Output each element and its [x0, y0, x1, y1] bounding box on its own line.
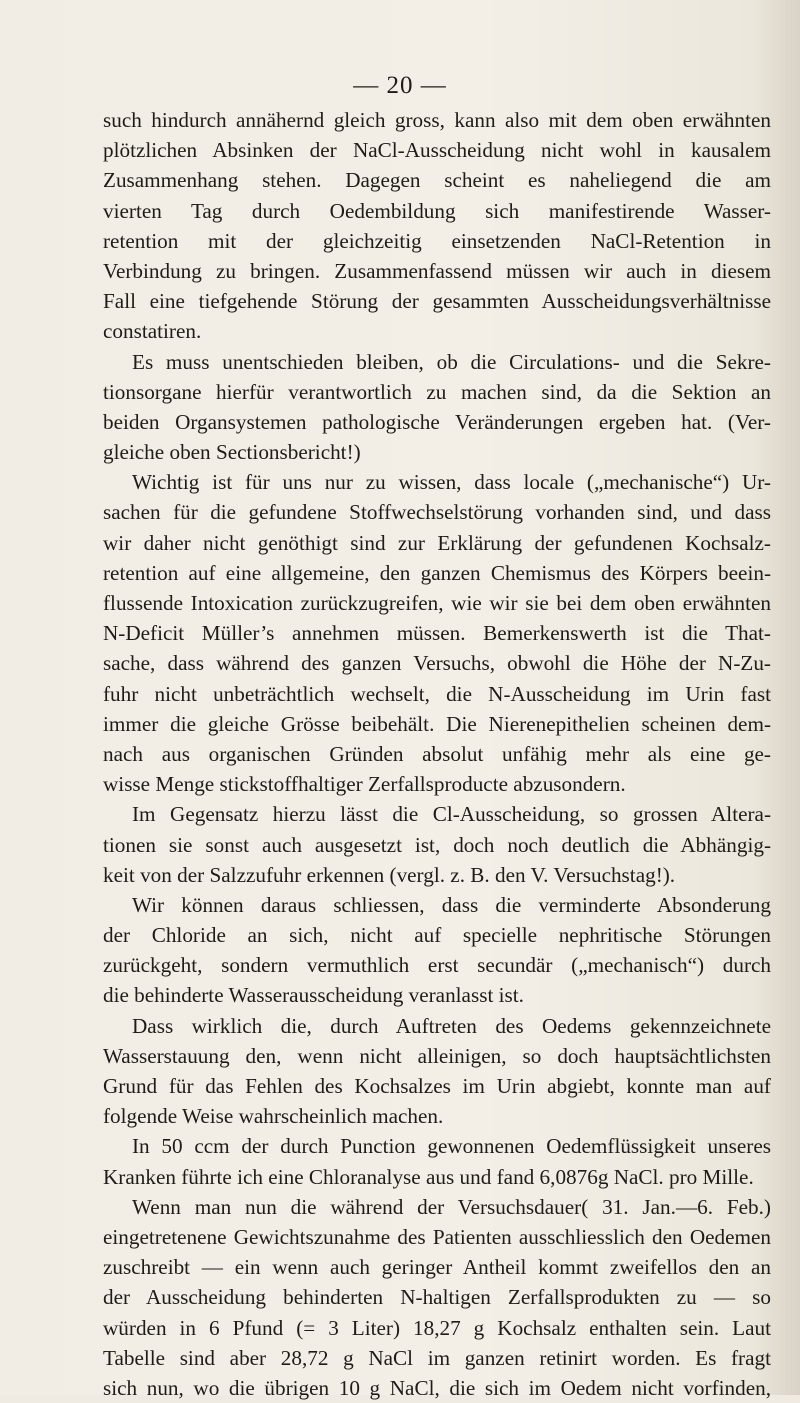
text-line: beiden Organsystemen pathologische Veränderungen ergeben hat. (Ver-	[103, 409, 771, 434]
text-line: Wichtig ist für uns nur zu wissen, dass locale („mechanische“) Ur-	[132, 470, 771, 495]
text-line: wisse Menge stickstoffhaltiger Zerfallsproducte abzusondern.	[103, 772, 626, 797]
text-line: N-Deficit Müller’s annehmen müssen. Bemerkenswerth ist die That-	[103, 621, 771, 646]
text-line: eingetretenene Gewichtszunahme des Patienten ausschliesslich den Oedemen	[103, 1224, 771, 1249]
text-line: wir daher nicht genöthigt sind zur Erklärung der gefundenen Kochsalz-	[103, 530, 771, 555]
text-line: Wir können daraus schliessen, dass die verminderte Absonderung	[132, 892, 771, 917]
text-line: der Chloride an sich, nicht auf specielle nephritische Störungen	[103, 923, 771, 948]
text-line: sich nun, wo die übrigen 10 g NaCl, die sich im Oedem nicht vorfinden,	[103, 1375, 771, 1400]
body-text	[103, 105, 771, 1403]
text-line: Wasserstauung den, wenn nicht alleinigen, so doch hauptsächtlichsten	[103, 1043, 771, 1068]
text-line: Grund für das Fehlen des Kochsalzes im Urin abgiebt, konnte man auf	[103, 1074, 771, 1098]
text-line: gleiche oben Sectionsbericht!)	[103, 440, 361, 465]
text-line: würden in 6 Pfund (= 3 Liter) 18,27 g Kochsalz enthalten sein. Laut	[103, 1315, 771, 1340]
text-line: constatiren.	[103, 319, 202, 344]
text-line: In 50 ccm der durch Punction gewonnenen Oedemflüssigkeit unseres	[132, 1134, 771, 1159]
text-line: Es muss unentschieden bleiben, ob die Circulations- und die Sekre-	[132, 349, 771, 374]
text-line: tionsorgane hierfür verantwortlich zu machen sind, da die Sektion an	[103, 379, 771, 404]
text-line: fuhr nicht unbeträchtlich wechselt, die N-Ausscheidung im Urin fast	[103, 681, 771, 706]
text-line: folgende Weise wahrscheinlich machen.	[103, 1104, 444, 1129]
text-line: retention mit der gleichzeitig einsetzenden NaCl-Retention in	[103, 228, 771, 253]
text-line: Im Gegensatz hierzu lässt die Cl-Ausscheidung, so grossen Altera-	[132, 802, 771, 827]
text-line: plötzlichen Absinken der NaCl-Ausscheidung nicht wohl in kausalem	[103, 138, 771, 163]
text-line: tionen sie sonst auch ausgesetzt ist, doch noch deutlich die Abhängig-	[103, 832, 771, 857]
text-line: zuschreibt — ein wenn auch geringer Antheil kommt zweifellos den an	[103, 1255, 771, 1280]
text-line: immer die gleiche Grösse beibehält. Die Nierenepithelien scheinen dem-	[103, 711, 771, 736]
text-line: Wenn man nun die während der Versuchsdauer( 31. Jan.—6. Feb.)	[132, 1194, 771, 1219]
text-line: flussende Intoxication zurückzugreifen, wie wir sie bei dem oben erwähnten	[103, 591, 771, 615]
text-line: nach aus organischen Gründen absolut unfähig mehr als eine ge-	[103, 741, 771, 766]
text-line: such hindurch annähernd gleich gross, kann also mit dem oben erwähnten	[103, 108, 771, 132]
text-line: sache, dass während des ganzen Versuchs, obwohl die Höhe der N-Zu-	[103, 651, 771, 676]
text-line: Tabelle sind aber 28,72 g NaCl im ganzen retinirt worden. Es fragt	[103, 1345, 771, 1370]
text-line: Fall eine tiefgehende Störung der gesammten Ausscheidungsverhältnisse	[103, 289, 771, 314]
page-number: — 20 —	[353, 72, 447, 99]
text-line: vierten Tag durch Oedembildung sich manifestirende Wasser-	[103, 198, 771, 223]
text-line: Kranken führte ich eine Chloranalyse aus und fand 6,0876g NaCl. pro Mille.	[103, 1164, 754, 1189]
text-line: Dass wirklich die, durch Auftreten des Oedems gekennzeichnete	[132, 1013, 771, 1038]
text-line: Zusammenhang stehen. Dagegen scheint es naheliegend die am	[103, 168, 771, 193]
text-line: die behinderte Wasserausscheidung veranlasst ist.	[103, 983, 524, 1008]
text-line: keit von der Salzzufuhr erkennen (vergl. z. B. den V. Versuchstag!).	[103, 862, 676, 887]
text-line: sachen für die gefundene Stoffwechselstörung vorhanden sind, und dass	[103, 500, 771, 525]
text-line: Verbindung zu bringen. Zusammenfassend müssen wir auch in diesem	[103, 258, 771, 283]
text-line: retention auf eine allgemeine, den ganzen Chemismus des Körpers beein-	[103, 560, 771, 585]
text-line: der Ausscheidung behinderten N-haltigen Zerfallsprodukten zu — so	[103, 1285, 771, 1310]
text-line: zurückgeht, sondern vermuthlich erst secundär („mechanisch“) durch	[103, 953, 771, 978]
